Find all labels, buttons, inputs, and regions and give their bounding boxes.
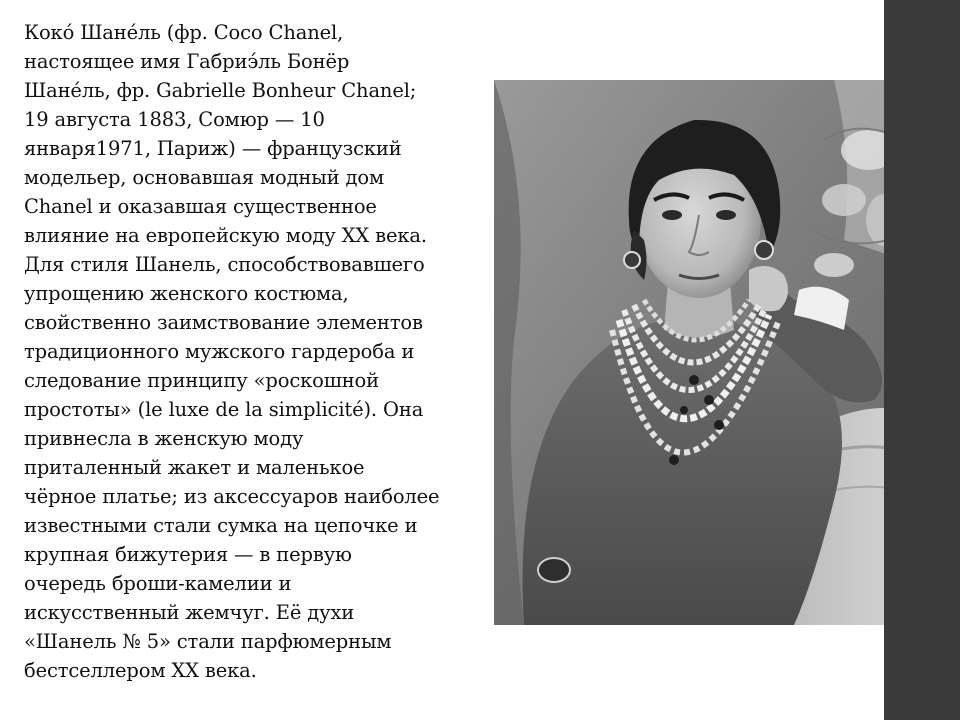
text-line: традиционного мужского гардероба и bbox=[24, 340, 415, 363]
text-line: Для стиля Шанель, способствовавшего bbox=[24, 253, 425, 276]
text-line: приталенный жакет и маленькое bbox=[24, 456, 365, 479]
text-line: крупная бижутерия — в первую bbox=[24, 543, 352, 566]
biography-text bbox=[24, 18, 494, 685]
text-line: настоящее имя Габриэ́ль Бонёр bbox=[24, 50, 350, 73]
text-line: искусственный жемчуг. Её духи bbox=[24, 601, 355, 624]
portrait-photo bbox=[494, 80, 904, 625]
text-line: Chanel и оказавшая существенное bbox=[24, 195, 377, 218]
text-line: модельер, основавшая модный дом bbox=[24, 166, 385, 189]
text-line: свойственно заимствование элементов bbox=[24, 311, 423, 334]
text-line: влияние на европейскую моду XX века. bbox=[24, 224, 427, 247]
text-line: известными стали сумка на цепочке и bbox=[24, 514, 418, 537]
text-line: бестселлером XX века. bbox=[24, 659, 257, 682]
text-line: Коко́ Шане́ль (фр. Coco Chanel, bbox=[24, 21, 344, 44]
text-line: Шане́ль, фр. Gabrielle Bonheur Chanel; bbox=[24, 79, 417, 102]
text-line: привнесла в женскую моду bbox=[24, 427, 304, 450]
text-line: января1971, Париж) — французский bbox=[24, 137, 402, 160]
text-line: «Шанель № 5» стали парфюмерным bbox=[24, 630, 392, 653]
decorative-side-band bbox=[884, 0, 960, 720]
text-line: чёрное платье; из аксессуаров наиболее bbox=[24, 485, 440, 508]
text-line: простоты» (le luxe de la simplicité). Она bbox=[24, 398, 424, 421]
text-line: упрощению женского костюма, bbox=[24, 282, 349, 305]
text-line: следование принципу «роскошной bbox=[24, 369, 379, 392]
text-line: 19 августа 1883, Сомюр — 10 bbox=[24, 108, 325, 131]
text-line: очередь броши-камелии и bbox=[24, 572, 292, 595]
